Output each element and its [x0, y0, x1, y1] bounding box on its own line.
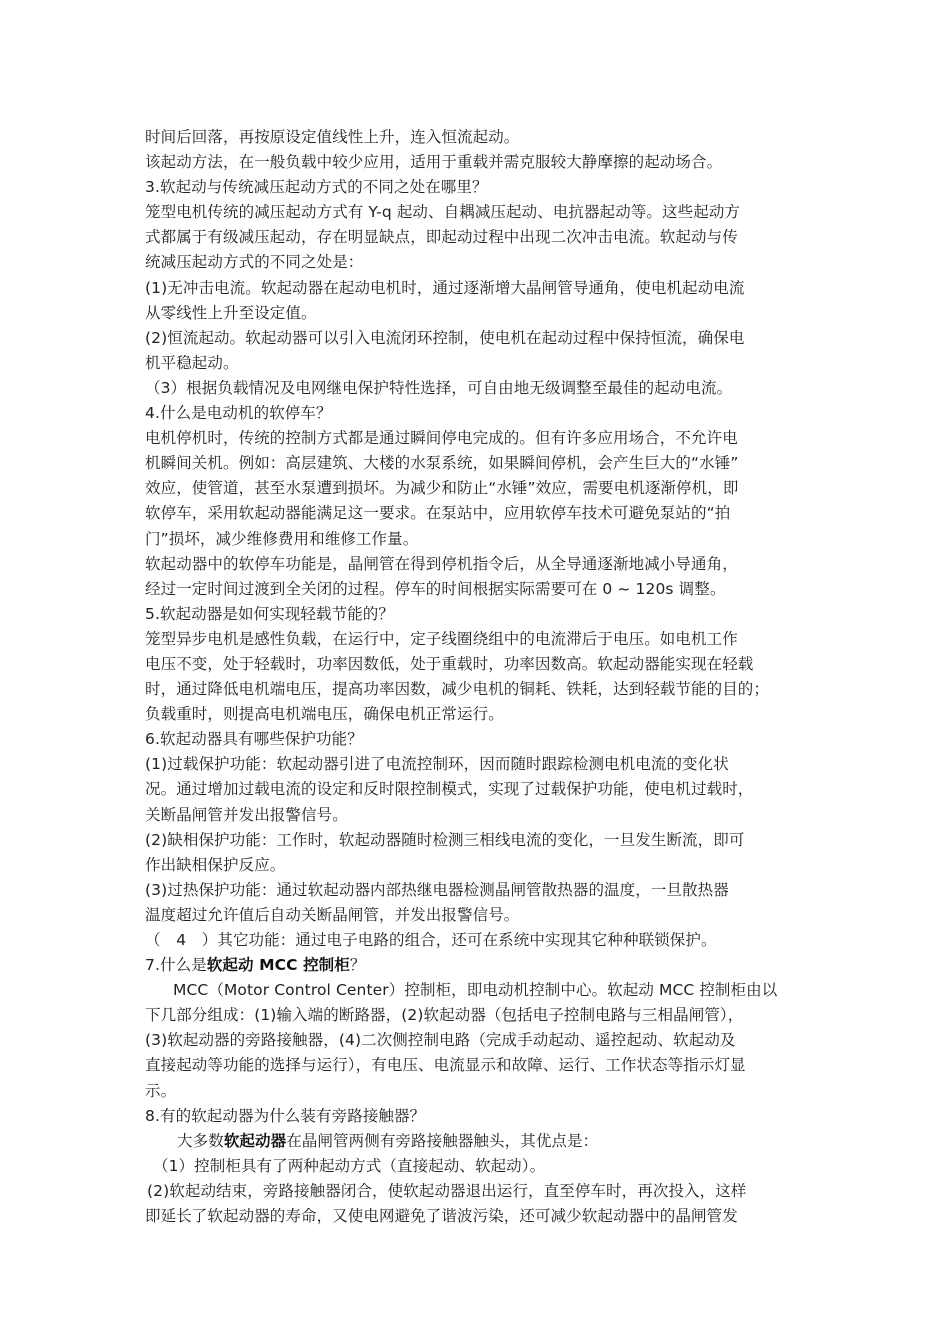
text-line: 从零线性上升至设定值。: [145, 303, 317, 322]
heading-prefix: 7.什么是: [145, 956, 207, 975]
text-line: 笼型异步电机是感性负载，在运行中，定子线圈绕组中的电流滞后于电压。如电机工作: [145, 629, 738, 648]
text-line: 时，通过降低电机端电压，提高功率因数，减少电机的铜耗、铁耗，达到轻载节能的目的；: [145, 680, 770, 699]
section-heading: 4.什么是电动机的软停车？: [145, 404, 332, 423]
section-heading-q7: [145, 953, 810, 978]
text-line: 机瞬间关机。例如：高层建筑、大楼的水泵系统，如果瞬间停机，会产生巨大的“水锤”: [145, 454, 739, 473]
text-line: 温度超过允许值后自动关断晶闸管，并发出报警信号。: [145, 905, 520, 924]
text-line: 关断晶闸管并发出报警信号。: [145, 805, 348, 824]
text-line: （3）根据负载情况及电网继电保护特性选择，可自由地无级调整至最佳的起动电流。: [145, 378, 733, 397]
text-line: (2)软起动结束，旁路接触器闭合，使软起动器退出运行，直至停车时，再次投入，这样: [147, 1181, 747, 1200]
intro-bold-term: 软起动器: [223, 1131, 287, 1150]
text-line: 电机停机时，传统的控制方式都是通过瞬间停电完成的。但有许多应用场合，不允许电: [145, 429, 738, 448]
text-line: (2)恒流起动。软起动器可以引入电流闭环控制，使电机在起动过程中保持恒流，确保电: [145, 328, 745, 347]
intro-suffix: 在晶闸管两侧有旁路接触器触头，其优点是：: [286, 1131, 599, 1150]
text-line-intro: [145, 1129, 810, 1154]
text-line: 时间后回落，再按原设定值线性上升，连入恒流起动。: [145, 128, 520, 146]
text-line: 该起动方法，在一般负载中较少应用，适用于重载并需克服较大静摩擦的起动场合。: [145, 153, 723, 172]
section-heading: 3.软起动与传统减压起动方式的不同之处在哪里？: [145, 178, 488, 197]
text-line: （ 4 ）其它功能：通过电子电路的组合，还可在系统中实现其它种种联锁保护。: [145, 931, 717, 949]
text-line: (2)缺相保护功能：工作时，软起动器随时检测三相线电流的变化，一旦发生断流，即可: [145, 830, 745, 849]
text-line: (1)无冲击电流。软起动器在起动电机时，通过逐渐增大晶闸管导通角，使电机起动电流: [145, 278, 745, 297]
text-line: 统减压起动方式的不同之处是：: [145, 253, 364, 272]
text-line: 软停车，采用软起动器能满足这一要求。在泵站中，应用软停车技术可避免泵站的“拍: [145, 504, 731, 523]
text-line: 电压不变，处于轻载时，功率因数低，处于重载时，功率因数高。软起动器能实现在轻载: [145, 654, 754, 673]
text-line: 作出缺相保护反应。: [145, 855, 286, 874]
text-line: （1）控制柜具有了两种起动方式（直接起动、软起动）。: [153, 1156, 546, 1175]
text-line: 示。: [145, 1081, 177, 1100]
text-line: (1)过载保护功能：软起动器引进了电流控制环，因而随时跟踪检测电机电流的变化状: [145, 755, 729, 774]
text-line: 负载重时，则提高电机端电压，确保电机正常运行。: [145, 705, 504, 724]
text-line: 效应，使管道，甚至水泵遭到损坏。为减少和防止“水锤”效应，需要电机逐渐停机，即: [145, 479, 739, 498]
heading-bold-term: 软起动 MCC 控制柜: [206, 956, 350, 975]
intro-prefix: 大多数: [177, 1131, 224, 1150]
document-body: [145, 125, 810, 1229]
text-line: 下几部分组成：(1)输入端的断路器，(2)软起动器（包括电子控制电路与三相晶闸管），: [145, 1006, 744, 1025]
text-line: 况。通过增加过载电流的设定和反时限控制模式，实现了过载保护功能，使电机过载时，: [145, 780, 754, 799]
text-line: 笼型电机传统的减压起动方式有 Y-q 起动、自耦减压起动、电抗器起动等。这些起动方: [145, 203, 741, 222]
text-line: 机平稳起动。: [145, 353, 239, 372]
text-line: MCC（Motor Control Center）控制柜，即电动机控制中心。软起动 MCC 控制柜由以: [173, 981, 778, 1000]
text-line: 式都属于有级减压起动，存在明显缺点，即起动过程中出现二次冲击电流。软起动与传: [145, 228, 738, 247]
text-line: 即延长了软起动器的寿命，又使电网避免了谐波污染，还可减少软起动器中的晶闸管发: [145, 1207, 738, 1226]
text-line: (3)过热保护功能：通过软起动器内部热继电器检测晶闸管散热器的温度，一旦散热器: [145, 880, 729, 899]
section-heading: 8.有的软起动器为什么装有旁路接触器？: [145, 1106, 426, 1125]
heading-suffix: ？: [349, 956, 366, 975]
text-line: 经过一定时间过渡到全关闭的过程。停车的时间根据实际需要可在 0 ~ 120s 调整。: [145, 579, 726, 598]
section-heading: 6.软起动器具有哪些保护功能？: [145, 730, 363, 749]
text-line: 直接起动等功能的选择与运行），有电压、电流显示和故障、运行、工作状态等指示灯显: [145, 1056, 746, 1075]
section-heading: 5.软起动器是如何实现轻载节能的？: [145, 604, 394, 623]
text-line: (3)软起动器的旁路接触器，(4)二次侧控制电路（完成手动起动、遥控起动、软起动及: [145, 1031, 736, 1050]
text-line: 门”损坏，减少维修费用和维修工作量。: [145, 529, 419, 548]
text-line: 软起动器中的软停车功能是，晶闸管在得到停机指令后，从全导通逐渐地减小导通角，: [145, 554, 738, 573]
